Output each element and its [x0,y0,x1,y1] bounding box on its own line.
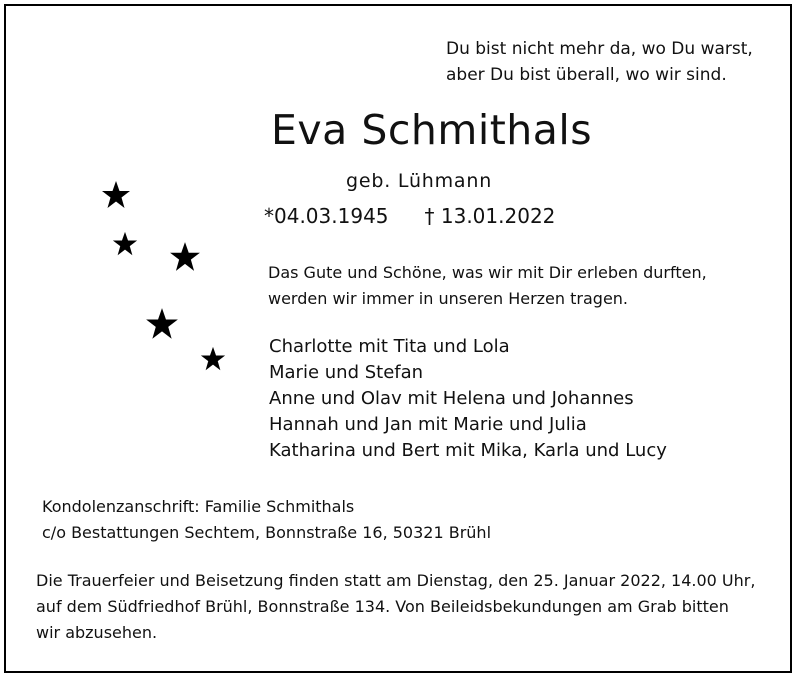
memorial-verse [268,260,707,312]
condolence-line: c/o Bestattungen Sechtem, Bonnstraße 16, 50321 Brühl [42,523,492,542]
mourner-line: Katharina und Bert mit Mika, Karla und Lucy [269,440,667,461]
mourner-line: Hannah und Jan mit Marie und Julia [269,414,587,435]
obituary-notice [4,4,792,673]
mourner-line: Charlotte mit Tita und Lola [269,336,510,357]
death-symbol: † [424,204,435,228]
service-line: Die Trauerfeier und Beisetzung finden statt am Dienstag, den 25. Januar 2022, 14.00 Uhr, [36,571,756,590]
star-icon [112,231,138,257]
mourner-line: Anne und Olav mit Helena und Johannes [269,388,634,409]
quote-line: Du bist nicht mehr da, wo Du warst, [446,39,753,59]
opening-quote [446,36,753,88]
service-line: auf dem Südfriedhof Brühl, Bonnstraße 134. Von Beileidsbekundungen am Grab bitten [36,597,729,616]
mourners-list [269,334,667,464]
death-date: 13.01.2022 [440,204,556,228]
service-line: wir abzusehen. [36,623,158,642]
funeral-service-info [36,568,755,646]
deceased-name: Eva Schmithals [271,106,593,154]
birth-date: 04.03.1945 [274,204,389,228]
star-icon [169,241,201,273]
condolence-address [42,494,491,546]
birth-symbol: * [264,204,274,228]
star-icon [200,346,226,372]
star-icon [101,180,131,210]
mourner-line: Marie und Stefan [269,362,424,383]
maiden-name: geb. Lühmann [346,170,493,192]
life-dates [264,202,555,230]
verse-line: Das Gute und Schöne, was wir mit Dir erleben durften, [268,263,707,282]
condolence-line: Kondolenzanschrift: Familie Schmithals [42,497,355,516]
star-icon [145,307,179,341]
verse-line: werden wir immer in unseren Herzen tragen. [268,289,629,308]
quote-line: aber Du bist überall, wo wir sind. [446,65,727,85]
